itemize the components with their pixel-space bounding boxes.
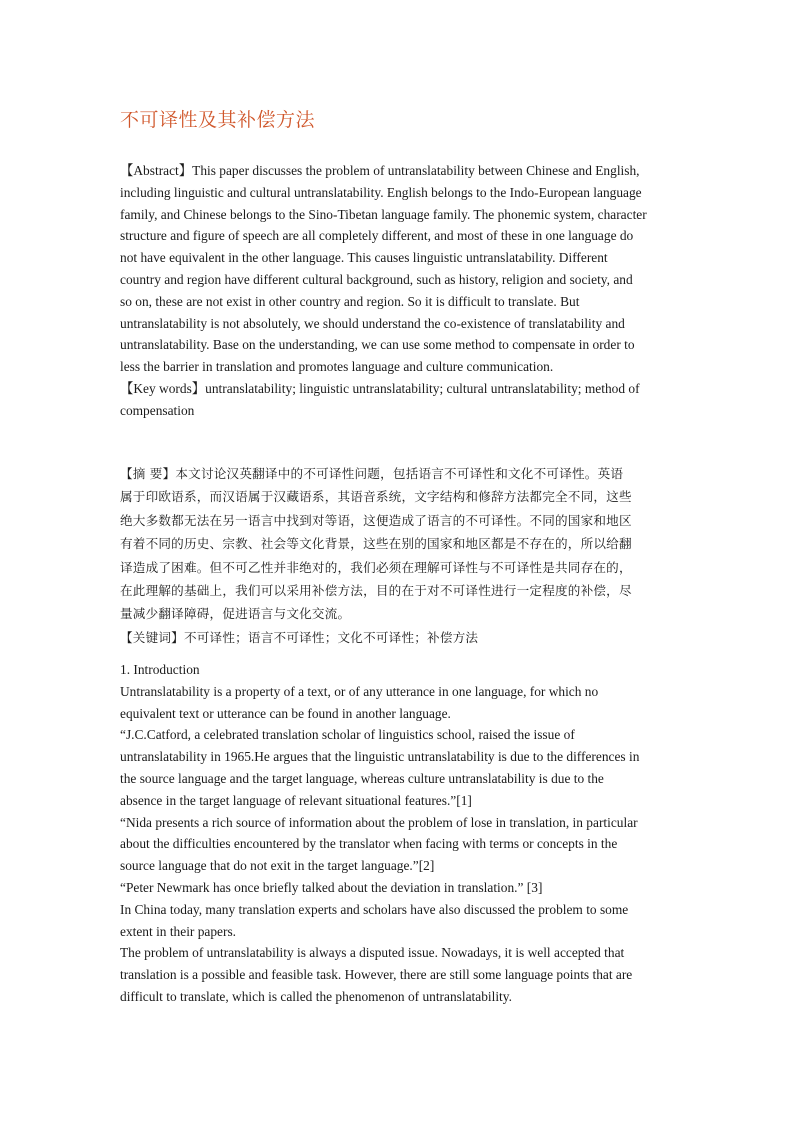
zh-abstract-line: 量减少翻译障碍，促进语言与文化交流。 [120, 606, 351, 622]
keywords-line: 【Key words】untranslatability; linguistic untranslatability; cultural untranslatability; method of [120, 380, 640, 396]
abstract-line: untranslatability. Base on the understanding, we can use some method to compensate in order to [120, 337, 635, 353]
zh-abstract-line: 绝大多数都无法在另一语言中找到对等语，这便造成了语言的不可译性。不同的国家和地区 [120, 512, 632, 528]
zh-keywords-line: 【关键词】不可译性；语言不可译性；文化不可译性；补偿方法 [120, 629, 479, 645]
abstract-line: including linguistic and cultural untranslatability. English belongs to the Indo-European language [120, 184, 642, 200]
abstract-line: not have equivalent in the other language. This causes linguistic untranslatability. Different [120, 250, 608, 266]
abstract-line: less the barrier in translation and promotes language and culture communication. [120, 359, 554, 375]
abstract-line: untranslatability is not absolutely, we should understand the co-existence of translatability and [120, 315, 625, 331]
intro-line: “Peter Newmark has once briefly talked about the deviation in translation.” [3] [120, 879, 543, 895]
abstract-line: 【Abstract】This paper discusses the problem of untranslatability between Chinese and English, [120, 163, 640, 178]
zh-abstract-line: 译造成了困难。但不可乙性并非绝对的，我们必须在理解可译性与不可译性是共同存在的， [120, 559, 632, 575]
abstract-line: family, and Chinese belongs to the Sino-Tibetan language family. The phonemic system, character [120, 206, 647, 222]
intro-line: absence in the target language of relevant situational features.”[1] [120, 792, 472, 808]
keywords-line: compensation [120, 402, 195, 418]
zh-abstract-line: 【摘 要】本文讨论汉英翻译中的不可译性问题，包括语言不可译性和文化不可译性。英语 [120, 466, 624, 481]
intro-line: “Nida presents a rich source of information about the problem of lose in translation, in particular [120, 814, 638, 830]
english-abstract [120, 160, 676, 422]
intro-line: the source language and the target language, whereas culture untranslatability is due to the [120, 770, 604, 786]
zh-abstract-line: 在此理解的基础上，我们可以采用补偿方法，目的在于对不可译性进行一定程度的补偿，尽 [120, 583, 632, 599]
intro-line: extent in their papers. [120, 923, 237, 939]
chinese-abstract [120, 462, 676, 649]
abstract-line: so on, these are not exist in other country and region. So it is difficult to translate. But [120, 293, 580, 309]
intro-line: source language that do not exit in the target language.”[2] [120, 858, 435, 874]
intro-line: The problem of untranslatability is always a disputed issue. Nowadays, it is well accepted that [120, 945, 625, 961]
intro-line: untranslatability in 1965.He argues that the linguistic untranslatability is due to the differences in [120, 749, 640, 765]
abstract-line: structure and figure of speech are all completely different, and most of these in one language do [120, 228, 634, 244]
zh-abstract-line: 有着不同的历史、宗教、社会等文化背景，这些在别的国家和地区都是不存在的，所以给翻 [120, 536, 632, 552]
abstract-line: country and region have different cultural background, such as history, religion and society, and [120, 271, 633, 287]
intro-line: difficult to translate, which is called the phenomenon of untranslatability. [120, 988, 512, 1004]
intro-line: equivalent text or utterance can be found in another language. [120, 705, 451, 721]
intro-line: “J.C.Catford, a celebrated translation scholar of linguistics school, raised the issue of [120, 727, 575, 743]
intro-line: Untranslatability is a property of a text, or of any utterance in one language, for which no [120, 683, 599, 699]
intro-line: about the difficulties encountered by the translator when facing with terms or concepts in the [120, 836, 618, 852]
zh-abstract-line: 属于印欧语系，而汉语属于汉藏语系，其语音系统，文字结构和修辞方法都完全不同，这些 [120, 489, 632, 505]
document-title: 不可译性及其补偿方法 [120, 109, 316, 131]
intro-line: translation is a possible and feasible task. However, there are still some language points that are [120, 967, 633, 983]
intro-line: In China today, many translation experts and scholars have also discussed the problem to some [120, 901, 629, 917]
section-heading: 1. Introduction [120, 662, 200, 677]
introduction-section [120, 659, 676, 1008]
